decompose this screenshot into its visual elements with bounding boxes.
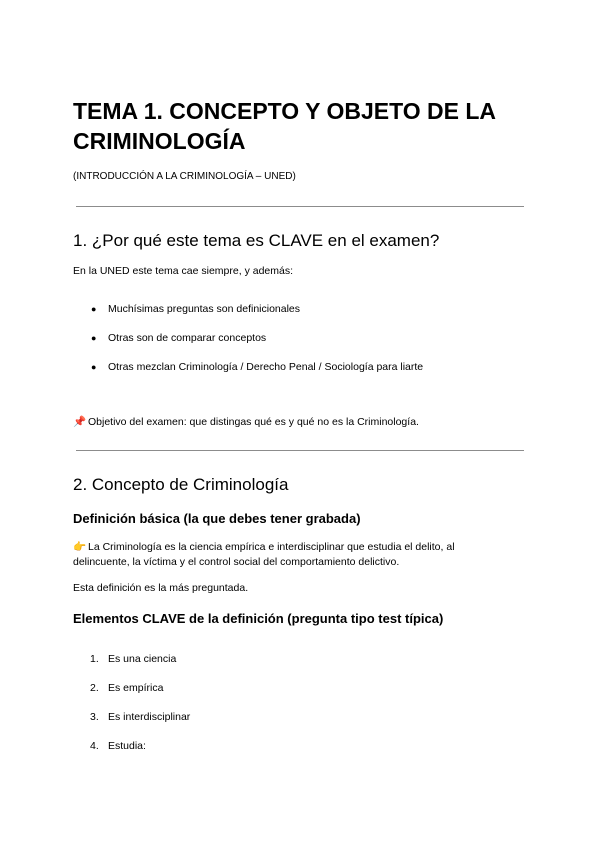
list-item: 2. Es empírica (90, 682, 164, 694)
page-title (73, 96, 496, 156)
section-1-heading: 1. ¿Por qué este tema es CLAVE en el examen? (73, 231, 440, 250)
list-item: ● Muchísimas preguntas son definicionales (91, 303, 301, 315)
bullet-icon: ● (91, 304, 97, 314)
list-item: 3. Es interdisciplinar (90, 711, 191, 723)
definition-note: Esta definición es la más preguntada. (73, 582, 249, 594)
section-2-heading: 2. Concepto de Criminología (73, 475, 289, 494)
divider-1 (76, 206, 524, 207)
title-line-2: CRIMINOLOGÍA (73, 128, 246, 154)
page-subtitle: (INTRODUCCIÓN A LA CRIMINOLOGÍA – UNED) (73, 171, 296, 182)
divider-2 (76, 450, 524, 451)
title-line-1: TEMA 1. CONCEPTO Y OBJETO DE LA (73, 98, 497, 124)
subsection-elements-heading: Elementos CLAVE de la definición (pregunta tipo test típica) (73, 611, 444, 626)
list-item: 1. Es una ciencia (90, 653, 177, 665)
pointing-hand-icon: 👉 (73, 541, 87, 553)
exam-objective: 📌 Objetivo del examen: que distingas qué es y qué no es la Criminología. (73, 416, 419, 428)
list-item: ● Otras son de comparar conceptos (91, 332, 267, 344)
pushpin-icon: 📌 (73, 416, 87, 428)
definition-text: 👉 La Criminología es la ciencia empírica e interdisciplinar que estudia el delito, al delincuente, la víctima y el control social del comportamiento delictivo. (73, 541, 455, 568)
subsection-definition-heading: Definición básica (la que debes tener grabada) (73, 511, 361, 526)
bullet-icon: ● (91, 333, 97, 343)
section-1-intro: En la UNED este tema cae siempre, y además: (73, 265, 294, 277)
list-item: ● Otras mezclan Criminología / Derecho Penal / Sociología para liarte (91, 361, 424, 373)
list-item: 4. Estudia: (90, 740, 146, 752)
bullet-icon: ● (91, 362, 97, 372)
